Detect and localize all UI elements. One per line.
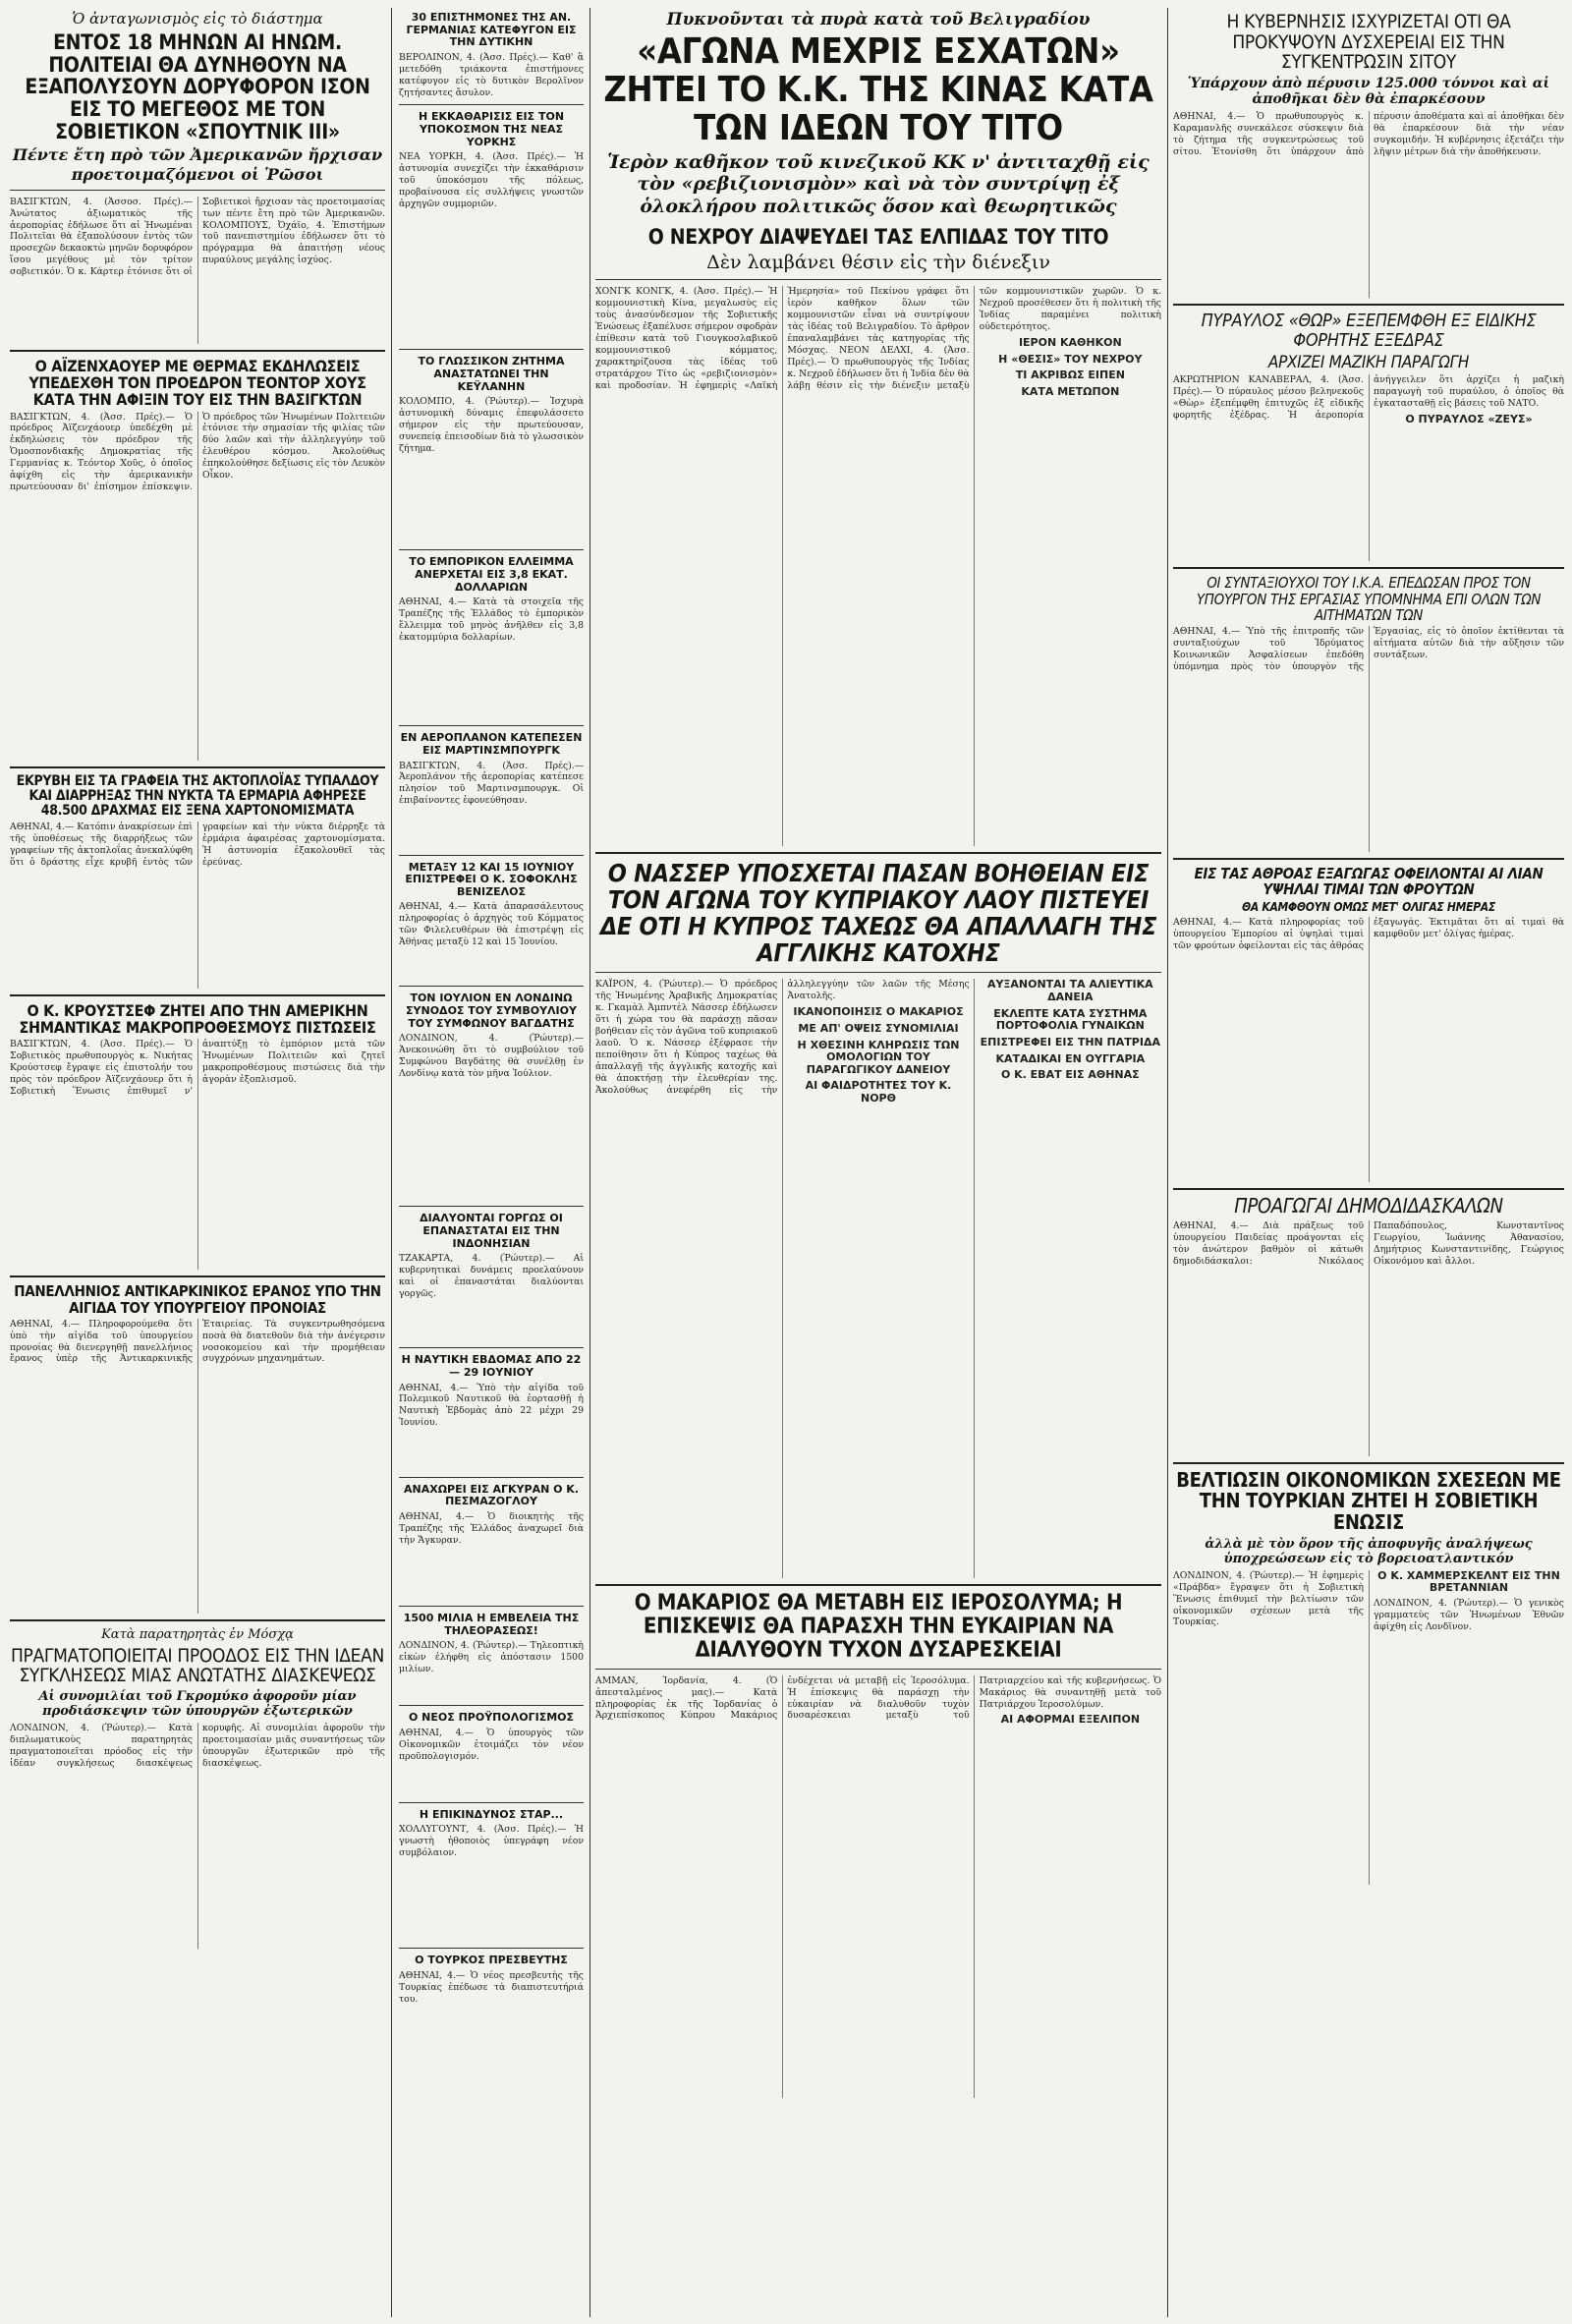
article-body: ΒΑΣΙΓΚΤΩΝ, 4. (Ἀσσ. Πρές).— Ὁ Σοβιετικὸς πρωθυπουργὸς κ. Νικήτας Κρούστσεφ ἔγραψε εἰς ἐπιστολήν του πρὸς τὸν πρόεδρον Ἀϊζενχάουερ ὅτι ἡ Σοβιετικὴ Ἕνωσις ἐπιθυμεῖ ν' ἀναπτύξῃ τὸ ἐμπόριον μετὰ τῶν Ἡνωμένων Πολιτειῶν καὶ ζητεῖ μακροπροθέσμους πιστώσεις διὰ τὴν ἀγορὰν ἐξοπλισμοῦ. xyxy=(10,1039,385,1097)
subheadline: Αἱ συνομιλίαι τοῦ Γκρομύκο ἀφοροῦν μίαν προδιάσκεψιν τῶν ὑπουργῶν ἐξωτερικῶν xyxy=(38,1688,357,1720)
headline-teachers: ΠΡΟΑΓΩΓΑΙ ΔΗΜΟΔΙΔΑΣΚΑΛΩΝ xyxy=(1234,1194,1503,1219)
section-subhead: Ο Κ. ΕΒΑΤ ΕΙΣ ΑΘΗΝΑΣ xyxy=(1000,1068,1140,1082)
column-briefs xyxy=(399,8,584,2317)
brief-headline: Ο ΤΟΥΡΚΟΣ ΠΡΕΣΒΕΥΤΗΣ xyxy=(415,1954,568,1967)
article-body xyxy=(1173,374,1564,561)
section-subhead: Ο Κ. ΧΑΜΜΕΡΣΚΕΛΝΤ ΕΙΣ ΤΗΝ ΒΡΕΤΑΝΝΙΑΝ xyxy=(1377,1568,1560,1595)
article-body: ΑΘΗΝΑΙ, 4.— Ὑπὸ τῆς ἐπιτροπῆς τῶν συνταξιούχων τοῦ Ἱδρύματος Κοινωνικῶν Ἀσφαλίσεων ἐπεδόθη ὑπόμνημα πρὸς τὸν ὑπουργὸν τῆς Ἐργασίας, εἰς τὸ ὁποῖον ἐκτίθενται τὰ αἰτήματα αὐτῶν διὰ τὴν αὔξησιν τῶν συντάξεων. xyxy=(1173,625,1564,672)
headline-fruit: ΕΙΣ ΤΑΣ ΑΘΡΟΑΣ ΕΞΑΓΩΓΑΣ ΟΦΕΙΛΟΝΤΑΙ ΑΙ ΛΙΑΝ ΥΨΗΛΑΙ ΤΙΜΑΙ ΤΩΝ ΦΡΟΥΤΩΝ xyxy=(1194,864,1544,899)
article-body: ΑΘΗΝΑΙ, 4.— Πληροφορούμεθα ὅτι ὑπὸ τὴν αἰγίδα τοῦ ὑπουργείου προνοίας θὰ διενεργηθῇ πανελλήνιος ἔρανος ὑπὲρ τῆς Ἀντικαρκινικῆς Ἑταιρείας. Τὰ συγκεντρωθησόμενα ποσὰ θὰ διατεθοῦν διὰ τὴν ἀνέγερσιν νοσοκομείου καὶ τὴν προμήθειαν συγχρόνων μηχανημάτων. xyxy=(10,1318,385,1365)
headline-theft: ΕΚΡΥΒΗ ΕΙΣ ΤΑ ΓΡΑΦΕΙΑ ΤΗΣ ΑΚΤΟΠΛΟΪΑΣ ΤΥΠΑΛΔΟΥ ΚΑΙ ΔΙΑΡΡΗΞΑΣ ΤΗΝ ΝΥΚΤΑ ΤΑ ΕΡΜΑΡΙΑ ΑΦΗΡΕΣΕ 48.500 ΔΡΑΧΜΑΣ ΕΙΣ ΞΕΝΑ ΧΑΡΤΟΝΟΜΙΣΜΑΤΑ xyxy=(16,772,379,819)
headline-makarios: Ο ΜΑΚΑΡΙΟΣ ΘΑ ΜΕΤΑΒΗ ΕΙΣ ΙΕΡΟΣΟΛΥΜΑ; Η ΕΠΙΣΚΕΨΙΣ ΘΑ ΠΑΡΑΣΧΗ ΤΗΝ ΕΥΚΑΙΡΙΑΝ ΝΑ ΔΙΑΛΥΘΟΥΝ ΤΥΧΟΝ ΔΥΣΑΡΕΣΚΕΙΑΙ xyxy=(634,1591,1123,1663)
article-body: ΒΑΣΙΓΚΤΩΝ, 4. (Ἀσσ. Πρές).— Ὁ πρόεδρος Ἀϊζενχάουερ ὑπεδέχθη μὲ ἐκδηλώσεις τὸν πρόεδρον τῆς Ὁμοσπονδιακῆς Δημοκρατίας τῆς Γερμανίας κ. Τεόντορ Χοῦς, ὁ ὁποῖος ἀφίχθη εἰς τὴν ἀμερικανικὴν πρωτεύουσαν δι' ἐπίσημον ἐπίσκεψιν. Ὁ πρόεδρος τῶν Ἡνωμένων Πολιτειῶν ἐτόνισε τὴν σημασίαν τῆς φιλίας τῶν δύο λαῶν καὶ τὴν ἀλληλεγγύην τοῦ ἐλευθέρου κόσμου. Ἀκολούθως ἐπηκολούθησε δεξίωσις εἰς τὸν Λευκὸν Οἶκον. xyxy=(10,411,385,492)
section-subhead: Η «ΘΕΣΙΣ» ΤΟΥ ΝΕΧΡΟΥ xyxy=(998,352,1143,366)
brief-headline: ΑΝΑΧΩΡΕΙ ΕΙΣ ΑΓΚΥΡΑΝ Ο Κ. ΠΕΣΜΑΖΟΓΛΟΥ xyxy=(403,1482,580,1508)
kicker: Κατὰ παρατηρητὰς ἐν Μόσχᾳ xyxy=(101,1626,294,1642)
subheadline: ἀλλὰ μὲ τὸν ὅρον τῆς ἀποφυγῆς ἀναλήψεως ὑποχρεώσεων εἰς τὸ βορειοατλαντικόν xyxy=(1205,1536,1533,1567)
brief-headline: ΤΟ ΓΛΩΣΣΙΚΟΝ ΖΗΤΗΜΑ ΑΝΑΣΤΑΤΩΝΕΙ ΤΗΝ ΚΕΫΛΑΝΗΝ xyxy=(418,355,565,393)
headline-wheat: Η ΚΥΒΕΡΝΗΣΙΣ ΙΣΧΥΡΙΖΕΤΑΙ ΟΤΙ ΘΑ ΠΡΟΚΥΨΟΥΝ ΔΥΣΧΕΡΕΙΑΙ ΕΙΣ ΤΗΝ ΣΥΓΚΕΝΤΡΩΣΙΝ ΣΙΤΟΥ xyxy=(1226,11,1511,74)
article-body xyxy=(595,286,1161,846)
section-subhead: ΚΑΤΑ ΜΕΤΩΠΟΝ xyxy=(1021,384,1120,398)
column-rule xyxy=(1167,8,1168,2317)
column-center xyxy=(595,8,1161,2317)
column-rule xyxy=(391,8,392,2317)
headline-ika: ΟΙ ΣΥΝΤΑΞΙΟΥΧΟΙ ΤΟΥ Ι.Κ.Α. ΕΠΕΔΩΣΑΝ ΠΡΟΣ ΤΟΝ ΥΠΟΥΡΓΟΝ ΤΗΣ ΕΡΓΑΣΙΑΣ ΥΠΟΜΝΗΜΑ ΕΠΙ ΟΛΩΝ ΤΩΝ ΑΙΤΗΜΑΤΩΝ ΤΩΝ xyxy=(1196,574,1542,624)
brief-headline: ΔΙΑΛΥΟΝΤΑΙ ΓΟΡΓΩΣ ΟΙ ΕΠΑΝΑΣΤΑΤΑΙ ΕΙΣ ΤΗΝ ΙΝΔΟΝΗΣΙΑΝ xyxy=(420,1212,563,1250)
headline-khrushchev: Ο Κ. ΚΡΟΥΣΤΣΕΦ ΖΗΤΕΙ ΑΠΟ ΤΗΝ ΑΜΕΡΙΚΗΝ ΣΗΜΑΝΤΙΚΑΣ ΜΑΚΡΟΠΡΟΘΕΣΜΟΥΣ ΠΙΣΤΩΣΕΙΣ xyxy=(19,1000,376,1038)
section-subhead: ΑΙ ΑΦΟΡΜΑΙ ΕΞΕΛΙΠΟΝ xyxy=(1000,1713,1141,1727)
brief-body: ΒΑΣΙΓΚΤΩΝ, 4. (Ἀσσ. Πρές).— Ἀεροπλάνον τῆς ἀεροπορίας κατέπεσε πλησίον τοῦ Μαρτινσμπουργκ. Οἱ ἐπιβαίνοντες ἐφονεύθησαν. xyxy=(399,760,584,807)
subheadline: Ἱερὸν καθῆκον τοῦ κινεζικοῦ ΚΚ ν' ἀντιταχθῇ εἰς τὸν «ρεβιζιονισμὸν» καὶ νὰ τὸν συντρίψῃ ἐξ ὁλοκλήρου πολιτικῶς ὅσον καὶ θεωρητικῶς xyxy=(607,150,1150,218)
headline-eisenhower: Ο ΑΪΖΕΝΧΑΟΥΕΡ ΜΕ ΘΕΡΜΑΣ ΕΚΔΗΛΩΣΕΙΣ ΥΠΕΔΕΧΘΗ ΤΟΝ ΠΡΟΕΔΡΟΝ ΤΕΟΝΤΟΡ ΧΟΥΣ ΚΑΤΑ ΤΗΝ ΑΦΙΞΙΝ ΤΟΥ ΕΙΣ ΤΗΝ ΒΑΣΙΓΚΤΩΝ xyxy=(28,356,366,410)
headline-fruit-sub: ΘΑ ΚΑΜΦΘΟΥΝ ΟΜΩΣ ΜΕΤ' ΟΛΙΓΑΣ ΗΜΕΡΑΣ xyxy=(1242,900,1495,915)
subheadline: Δὲν λαμβάνει θέσιν εἰς τὴν διένεξιν xyxy=(706,251,1050,273)
brief-headline: Η ΕΠΙΚΙΝΔΥΝΟΣ ΣΤΑΡ... xyxy=(419,1807,564,1821)
section-subhead: ΑΙ ΦΑΙΔΡΟΤΗΤΕΣ ΤΟΥ Κ. ΝΟΡΘ xyxy=(805,1079,952,1105)
brief-body: ΑΘΗΝΑΙ, 4.— Ὑπὸ τὴν αἰγίδα τοῦ Πολεμικοῦ Ναυτικοῦ θὰ ἑορτασθῇ ἡ Ναυτικὴ Ἑβδομὰς ἀπὸ 22 μέχρι 29 Ἰουνίου. xyxy=(399,1382,584,1429)
section-subhead: Η ΧΘΕΣΙΝΗ ΚΛΗΡΩΣΙΣ ΤΩΝ ΟΜΟΛΟΓΙΩΝ ΤΟΥ ΠΑΡΑΓΩΓΙΚΟΥ ΔΑΝΕΙΟΥ xyxy=(797,1038,960,1076)
brief-headline: ΤΟ ΕΜΠΟΡΙΚΟΝ ΕΛΛΕΙΜΜΑ ΑΝΕΡΧΕΤΑΙ ΕΙΣ 3,8 ΕΚΑΤ. ΔΟΛΛΑΡΙΩΝ xyxy=(409,555,574,594)
article-body: ΑΘΗΝΑΙ, 4.— Κατόπιν ἀνακρίσεων ἐπὶ τῆς ὑποθέσεως τῆς διαρρήξεως τῶν γραφείων τῆς ἀκτοπλοΐας ἀνεκαλύφθη ὅτι ὁ δράστης εἶχε κρυβῆ ἐντὸς τῶν γραφείων καὶ τὴν νύκτα διέρρηξε τὰ ἑρμάρια ἀφαιρέσας χαρτονομίσματα. Ἡ ἀστυνομία ἐξακολουθεῖ τὰς ἐρεύνας. xyxy=(10,821,385,868)
column-left xyxy=(10,8,385,2317)
section-subhead: ΤΙ ΑΚΡΙΒΩΣ ΕΙΠΕΝ xyxy=(1015,368,1125,382)
brief-body: ΛΟΝΔΙΝΟΝ, 4. (Ῥώυτερ).— Τηλεοπτικὴ εἰκὼν ἐλήφθη εἰς ἀπόστασιν 1500 μιλίων. xyxy=(399,1640,584,1674)
headline-nehru: Ο ΝΕΧΡΟΥ ΔΙΑΨΕΥΔΕΙ ΤΑΣ ΕΛΠΙΔΑΣ ΤΟΥ ΤΙΤΟ xyxy=(647,225,1109,250)
section-subhead: Ο ΠΥΡΑΥΛΟΣ «ΖΕΥΣ» xyxy=(1405,413,1533,426)
article-body xyxy=(1173,1570,1564,1885)
article-text: ΛΟΝΔΙΝΟΝ, 4. (Ῥώυτερ).— Ἡ ἐφημερὶς «Πράβδα» ἔγραψεν ὅτι ἡ Σοβιετικὴ Ἕνωσις ἐπιθυμεῖ τὴν βελτίωσιν τῶν οἰκονομικῶν σχέσεων μετὰ τῆς Τουρκίας. xyxy=(1173,1569,1364,1628)
article-body: ΒΑΣΙΓΚΤΩΝ, 4. (Ἀσσοσ. Πρές).— Ἀνώτατος ἀξιωματικὸς τῆς ἀεροπορίας ἐδήλωσε ὅτι αἱ Ἡνωμέναι Πολιτεῖαι θὰ ἐξαπολύσουν ἐντὸς τῶν προσεχῶν δεκαοκτὼ μηνῶν δορυφόρον ἴσου μεγέθους μὲ τὸν τρίτον σοβιετικόν. Ὁ κ. Κάρτερ ἐτόνισε ὅτι οἱ Σοβιετικοὶ ἤρχισαν τὰς προετοιμασίας των πέντε ἔτη πρὸ τῶν Ἀμερικανῶν. ΚΟΛΟΜΠΟΥΣ, Ὀχάϊο, 4. Ἐπιστήμων τοῦ πανεπιστημίου ἐδήλωσεν ὅτι τὸ πρόγραμμα θὰ ἀπαιτήσῃ νέους πυραύλους μεγάλης ἰσχύος. xyxy=(10,196,385,278)
section-subhead: ΚΑΤΑΔΙΚΑΙ ΕΝ ΟΥΓΓΑΡΙΑ xyxy=(995,1051,1146,1065)
brief-headline: ΤΟΝ ΙΟΥΛΙΟΝ ΕΝ ΛΟΝΔΙΝΩ ΣΥΝΟΔΟΣ ΤΟΥ ΣΥΜΒΟΥΛΙΟΥ ΤΟΥ ΣΥΜΦΩΝΟΥ ΒΑΓΔΑΤΗΣ xyxy=(406,992,577,1030)
brief-headline: ΕΝ ΑΕΡΟΠΛΑΝΟΝ ΚΑΤΕΠΕΣΕΝ ΕΙΣ ΜΑΡΤΙΝΣΜΠΟΥΡΓΚ xyxy=(400,731,583,757)
headline-turkey: ΒΕΛΤΙΩΣΙΝ ΟΙΚΟΝΟΜΙΚΩΝ ΣΧΕΣΕΩΝ ΜΕ ΤΗΝ ΤΟΥΡΚΙΑΝ ΖΗΤΕΙ Η ΣΟΒΙΕΤΙΚΗ ΕΝΩΣΙΣ xyxy=(1176,1467,1561,1535)
section-subhead: ΙΚΑΝΟΠΟΙΗΣΙΣ Ο ΜΑΚΑΡΙΟΣ xyxy=(793,1005,964,1019)
brief-headline: Η ΝΑΥΤΙΚΗ ΕΒΔΟΜΑΣ ΑΠΟ 22 — 29 ΙΟΥΝΙΟΥ xyxy=(401,1353,582,1379)
brief-body: ΤΖΑΚΑΡΤΑ, 4. (Ῥώυτερ).— Αἱ κυβερνητικαὶ δυνάμεις προελαύνουν καὶ οἱ ἐπαναστάται διαλύονται γοργῶς. xyxy=(399,1253,584,1299)
article-text: ΑΜΜΑΝ, Ἰορδανία, 4. (Ὁ ἀπεσταλμένος μας).— Κατὰ πληροφορίας ἐκ τῆς Ἰορδανίας ὁ Ἀρχιεπίσκοπος Κύπρου Μακάριος ἐνδέχεται νὰ μεταβῇ εἰς Ἱεροσόλυμα. Ἡ ἐπίσκεψις θὰ παράσχῃ τὴν εὐκαιρίαν νὰ διαλυθοῦν τυχὸν δυσαρέσκειαι μεταξὺ τοῦ Πατριαρχείου καὶ τῆς κυβερνήσεως. Ὁ Μακάριος θὰ συναντηθῇ μετὰ τοῦ Πατριάρχου Ἱεροσολύμων. xyxy=(595,1674,1161,1722)
section-subhead: ΕΠΙΣΤΡΕΦΕΙ ΕΙΣ ΤΗΝ ΠΑΤΡΙΔΑ xyxy=(980,1036,1160,1049)
brief-headline: ΜΕΤΑΞΥ 12 ΚΑΙ 15 ΙΟΥΝΙΟΥ ΕΠΙΣΤΡΕΦΕΙ Ο Κ. ΣΟΦΟΚΛΗΣ ΒΕΝΙΖΕΛΟΣ xyxy=(405,860,578,898)
article-body xyxy=(595,979,1161,1578)
article-body xyxy=(595,1675,1161,2098)
brief-body: ΒΕΡΟΛΙΝΟΝ, 4. (Ἀσσ. Πρές).— Καθ' ἃ μετεδόθη τριάκοντα ἐπιστήμονες κατέφυγον εἰς τὸ δυτικὸν Βερολῖνον ζητήσαντες ἄσυλον. xyxy=(399,51,584,98)
kicker: Πυκνοῦνται τὰ πυρὰ κατὰ τοῦ Βελιγραδίου xyxy=(666,10,1091,29)
headline-satellite: ΕΝΤΟΣ 18 ΜΗΝΩΝ ΑΙ ΗΝΩΜ. ΠΟΛΙΤΕΙΑΙ ΘΑ ΔΥΝΗΘΟΥΝ ΝΑ ΕΞΑΠΟΛΥΣΟΥΝ ΔΟΡΥΦΟΡΟΝ ΙΣΟΝ ΕΙΣ ΤΟ ΜΕΓΕΘΟΣ ΜΕ ΤΟΝ ΣΟΒΙΕΤΙΚΟΝ «ΣΠΟΥΤΝΙΚ ΙΙΙ» xyxy=(25,30,370,143)
brief-headline: Ο ΝΕΟΣ ΠΡΟΫΠΟΛΟΓΙΣΜΟΣ xyxy=(408,1711,575,1725)
brief-body: ΝΕΑ ΥΟΡΚΗ, 4. (Ἀσσ. Πρές).— Ἡ ἀστυνομία συνεχίζει τὴν ἐκκαθάρισιν τοῦ ὑποκόσμου τῆς πόλεως, προβαίνουσα εἰς συλλήψεις γνωστῶν ἀρχηγῶν συμμοριῶν. xyxy=(399,151,584,209)
subheadline: Ὑπάρχουν ἀπὸ πέρυσιν 125.000 τόννοι καὶ αἱ ἀποθῆκαι δὲν θὰ ἐπαρκέσουν xyxy=(1187,75,1550,108)
article-body: ΑΘΗΝΑΙ, 4.— Διὰ πράξεως τοῦ ὑπουργείου Παιδείας προάγονται εἰς τὸν ἀνώτερον βαθμὸν οἱ κάτωθι δημοδιδάσκαλοι: Νικόλαος Παπαδόπουλος, Κωνσταντῖνος Γεωργίου, Ἰωάννης Ἀθανασίου, Δημήτριος Κωνσταντινίδης, Γεώργιος Οἰκονόμου καὶ ἄλλοι. xyxy=(1173,1219,1564,1267)
subheadline: Πέντε ἔτη πρὸ τῶν Ἀμερικανῶν ἤρχισαν προετοιμαζόμενοι οἱ Ῥῶσοι xyxy=(12,145,383,184)
article-text: ΚΑΪΡΟΝ, 4. (Ῥώυτερ).— Ὁ πρόεδρος τῆς Ἡνωμένης Ἀραβικῆς Δημοκρατίας κ. Γκαμὰλ Ἀμπντὲλ Νάσσερ ἐδήλωσεν ὅτι ἡ χώρα του θὰ παράσχῃ πᾶσαν βοήθειαν εἰς τὸν ἀγῶνα τοῦ κυπριακοῦ λαοῦ. Ὁ κ. Νάσσερ ἐξέφρασε τὴν πεποίθησιν ὅτι ἡ Κύπρος ταχέως θὰ ἀπαλλαγῇ τῆς ἀγγλικῆς κατοχῆς καὶ θὰ ἀποκτήσῃ τὴν ἐλευθερίαν της. Ἀκολούθως ἀνεφέρθη εἰς τὴν ἀλληλεγγύην τῶν λαῶν τῆς Μέσης Ἀνατολῆς. xyxy=(595,979,970,1096)
section-subhead: ΑΥΞΑΝΟΝΤΑΙ ΤΑ ΑΛΙΕΥΤΙΚΑ ΔΑΝΕΙΑ xyxy=(986,978,1153,1004)
headline-cancer-fund: ΠΑΝΕΛΛΗΝΙΟΣ ΑΝΤΙΚΑΡΚΙΝΙΚΟΣ ΕΡΑΝΟΣ ΥΠΟ ΤΗΝ ΑΙΓΙΔΑ ΤΟΥ ΥΠΟΥΡΓΕΙΟΥ ΠΡΟΝΟΙΑΣ xyxy=(14,1282,381,1317)
brief-headline: 1500 ΜΙΛΙΑ Η ΕΜΒΕΛΕΙΑ ΤΗΣ ΤΗΛΕΟΡΑΣΕΩΣ! xyxy=(403,1611,580,1637)
headline-china-tito: «ΑΓΩΝΑ ΜΕΧΡΙΣ ΕΣΧΑΤΩΝ» ΖΗΤΕΙ ΤΟ Κ.Κ. ΤΗΣ ΚΙΝΑΣ ΚΑΤΑ ΤΩΝ ΙΔΕΩΝ ΤΟΥ ΤΙΤΟ xyxy=(603,31,1153,148)
article-body: ΑΘΗΝΑΙ, 4.— Κατὰ πληροφορίας τοῦ ὑπουργείου Ἐμπορίου αἱ ὑψηλαὶ τιμαὶ τῶν φρούτων ὀφείλονται εἰς τὰς ἀθρόας ἐξαγωγάς. Ἐκτιμᾶται ὅτι αἱ τιμαὶ θὰ καμφθοῦν μετ' ὀλίγας ἡμέρας. xyxy=(1173,917,1564,952)
brief-body: ΑΘΗΝΑΙ, 4.— Ὁ διοικητὴς τῆς Τραπέζης τῆς Ἑλλάδος ἀναχωρεῖ διὰ τὴν Ἄγκυραν. xyxy=(399,1510,584,1546)
brief-body: ΑΘΗΝΑΙ, 4.— Κατὰ τὰ στοιχεῖα τῆς Τραπέζης τῆς Ἑλλάδος τὸ ἐμπορικὸν ἔλλειμμα τοῦ μηνὸς ἀνῆλθεν εἰς 3,8 ἑκατομμύρια δολλαρίων. xyxy=(399,596,584,643)
brief-headline: Η ΕΚΚΑΘΑΡΙΣΙΣ ΕΙΣ ΤΟΝ ΥΠΟΚΟΣΜΟΝ ΤΗΣ ΝΕΑΣ ΥΟΡΚΗΣ xyxy=(418,110,565,148)
headline-thor-sub: ΑΡΧΙΖΕΙ ΜΑΖΙΚΗ ΠΑΡΑΓΩΓΗ xyxy=(1267,353,1470,373)
article-text: ΛΟΝΔΙΝΟΝ, 4. (Ῥώυτερ).— Ὁ γενικὸς γραμματεὺς τῶν Ἡνωμένων Ἐθνῶν ἀφίχθη εἰς Λονδῖνον. xyxy=(1374,1598,1564,1632)
headline-summit: ΠΡΑΓΜΑΤΟΠΟΙΕΙΤΑΙ ΠΡΟΟΔΟΣ ΕΙΣ ΤΗΝ ΙΔΕΑΝ ΣΥΓΚΛΗΣΕΩΣ ΜΙΑΣ ΑΝΩΤΑΤΗΣ ΔΙΑΣΚΕΨΕΩΣ xyxy=(10,1644,385,1687)
kicker: Ὁ ἀνταγωνισμὸς εἰς τὸ διάστημα xyxy=(72,10,323,28)
article-body: ΑΘΗΝΑΙ, 4.— Ὁ πρωθυπουργὸς κ. Καραμανλῆς συνεκάλεσε σύσκεψιν διὰ τὸ ζήτημα τῆς συγκεντρώσεως τοῦ σίτου. Ἐτονίσθη ὅτι ὑπάρχουν ἀπὸ πέρυσιν ἀποθέματα καὶ αἱ ἀποθῆκαι δὲν θὰ ἐπαρκέσουν διὰ τὴν νέαν συγκομιδήν. Ἡ κυβέρνησις ἐξετάζει τὴν λῆψιν μέτρων διὰ τὴν ἀποθήκευσιν. xyxy=(1173,111,1564,157)
brief-body: ΑΘΗΝΑΙ, 4.— Κατὰ ἀπαρασάλευτους πληροφορίας ὁ ἀρχηγὸς τοῦ Κόμματος τῶν Φιλελευθέρων θὰ ἐπιστρέψῃ εἰς Ἀθήνας μεταξὺ 12 καὶ 15 Ἰουνίου. xyxy=(399,901,584,948)
section-subhead: ΕΚΛΕΠΤΕ ΚΑΤΑ ΣΥΣΤΗΜΑ ΠΟΡΤΟΦΟΛΙΑ ΓΥΝΑΙΚΩΝ xyxy=(993,1006,1148,1033)
brief-headline: 30 ΕΠΙΣΤΗΜΟΝΕΣ ΤΗΣ ΑΝ. ΓΕΡΜΑΝΙΑΣ ΚΑΤΕΦΥΓΟΝ ΕΙΣ ΤΗΝ ΔΥΤΙΚΗΝ xyxy=(406,11,577,49)
headline-nasser: Ο ΝΑΣΣΕΡ ΥΠΟΣΧΕΤΑΙ ΠΑΣΑΝ ΒΟΗΘΕΙΑΝ ΕΙΣ ΤΟΝ ΑΓΩΝΑ ΤΟΥ ΚΥΠΡΙΑΚΟΥ ΛΑΟΥ ΠΙΣΤΕΥΕΙ ΔΕ ΟΤΙ Η ΚΥΠΡΟΣ ΤΑΧΕΩΣ ΘΑ ΑΠΑΛΛΑΓΗ ΤΗΣ ΑΓΓΛΙΚΗΣ ΚΑΤΟΧΗΣ xyxy=(599,859,1157,968)
brief-body: ΑΘΗΝΑΙ, 4.— Ὁ νέος πρεσβευτὴς τῆς Τουρκίας ἐπέδωσε τὰ διαπιστευτήριά του. xyxy=(399,1970,584,2005)
brief-body: ΛΟΝΔΙΝΟΝ, 4. (Ῥώυτερ).— Ἀνεκοινώθη ὅτι τὸ συμβούλιον τοῦ Συμφώνου Βαγδάτης θὰ συνέλθῃ ἐν Λονδίνῳ κατὰ τὸν μῆνα Ἰούλιον. xyxy=(399,1033,584,1080)
brief-body: ΑΘΗΝΑΙ, 4.— Ὁ ὑπουργὸς τῶν Οἰκονομικῶν ἑτοιμάζει τὸν νέον προϋπολογισμόν. xyxy=(399,1727,584,1762)
section-subhead: ΙΕΡΟΝ ΚΑΘΗΚΟΝ xyxy=(1018,336,1122,350)
brief-body: ΧΟΛΛΥΓΟΥΝΤ, 4. (Ἀσσ. Πρές).— Ἡ γνωστὴ ἠθοποιὸς ὑπεγράφη νέον συμβόλαιον. xyxy=(399,1824,584,1859)
brief-body: ΚΟΛΟΜΠΟ, 4. (Ῥώυτερ).— Ἰσχυρὰ ἀστυνομικὴ δύναμις ἐπεφυλάσσετο σήμερον εἰς τὴν πρωτεύουσαν, συνεπείᾳ ἐπεισοδίων διὰ τὸ γλωσσικὸν ζήτημα. xyxy=(399,396,584,454)
headline-thor: ΠΥΡΑΥΛΟΣ «ΘΩΡ» ΕΞΕΠΕΜΦΘΗ ΕΞ ΕΙΔΙΚΗΣ ΦΟΡΗΤΗΣ ΕΞΕΔΡΑΣ xyxy=(1201,311,1537,351)
section-subhead: ΜΕ ΑΠ' ΟΨΕΙΣ ΣΥΝΟΜΙΛΙΑΙ xyxy=(798,1021,959,1035)
column-right xyxy=(1173,8,1564,2317)
article-body: ΛΟΝΔΙΝΟΝ, 4. (Ῥώυτερ).— Κατὰ διπλωματικοὺς παρατηρητὰς πραγματοποιεῖται πρόοδος εἰς τὴν ἰδέαν συγκλήσεως διασκέψεως κορυφῆς. Αἱ συνομιλίαι ἀφοροῦν τὴν προετοιμασίαν μιᾶς συναντήσεως τῶν ὑπουργῶν ἐξωτερικῶν πρὸ τῆς διασκέψεως. xyxy=(10,1722,385,1769)
article-text: ΑΚΡΩΤΗΡΙΟΝ ΚΑΝΑΒΕΡΑΛ, 4. (Ἀσσ. Πρές).— Ὁ πύραυλος μέσου βεληνεκοῦς «Θὼρ» ἐξεπέμφθη ἐπιτυχῶς ἐξ εἰδικῆς φορητῆς ἐξέδρας. Ἡ ἀεροπορία ἀνήγγειλεν ὅτι ἀρχίζει ἡ μαζικὴ παραγωγὴ τοῦ πυραύλου, ὁ ὁποῖος θὰ ἐγκατασταθῇ εἰς βάσεις τοῦ ΝΑΤΟ. xyxy=(1173,374,1564,422)
article-text: ΧΟΝΓΚ ΚΟΝΓΚ, 4. (Ἀσσ. Πρές).— Ἡ κομμουνιστικὴ Κίνα, μεγαλωσὺς εἰς τοὺς ἀνασύνδεσμον τῆς Σοβιετικῆς Ἑνώσεως ἐξαπέλυσε σήμερον σφοδρὰν ἐπίθεσιν κατὰ τοῦ Γιουγκοσλαβικοῦ κομμουνιστικοῦ κόμματος, χαρακτηρίζουσα τὰς ἰδέας τοῦ στρατάρχου Τίτο ὡς «ρεβιζιονισμὸν» καὶ προδοσίαν. Ἡ ἐφημερὶς «Λαϊκὴ Ἡμερησία» τοῦ Πεκίνου γράφει ὅτι ἱερὸν καθῆκον ὅλων τῶν κομμουνιστῶν εἶναι νὰ συντρίψουν τὰς ἰδέας τοῦ Βελιγραδίου. Τὸ ἄρθρον ἐπαναλαμβάνει τὰς κατηγορίας τῆς Μόσχας. ΝΕΟΝ ΔΕΛΧΙ, 4. (Ἀσσ. Πρές).— Ὁ πρωθυπουργὸς τῆς Ἰνδίας κ. Νεχροῦ ἐδήλωσεν ὅτι ἡ Ἰνδία δὲν θὰ λάβῃ θέσιν εἰς τὴν διένεξιν μεταξὺ τῶν κομμουνιστικῶν χωρῶν. Ὁ κ. Νεχροῦ προσέθεσεν ὅτι ἡ πολιτικὴ τῆς Ἰνδίας παραμένει πολιτικὴ οὐδετερότητος. xyxy=(595,286,1161,391)
